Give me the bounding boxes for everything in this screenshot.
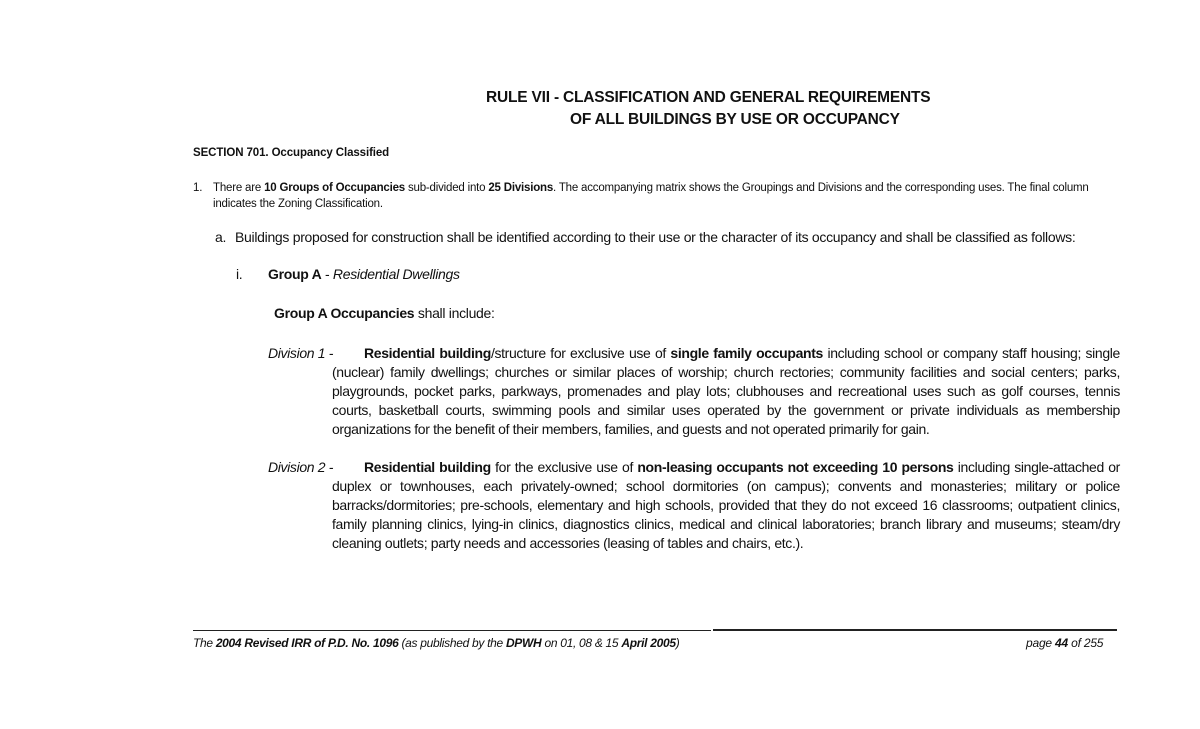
- group-description: Residential Dwellings: [332, 266, 460, 282]
- division-label: Division 1 -: [268, 345, 334, 361]
- division-text: Residential building for the exclusive use of non-leasing occupants not exceeding 10 persons including single-attached or duplex or townhouses, each privately-owned; school dormitories (on campus); convents and monasteries; military or police barracks/dormitories; pre-schools, elementary and high schools, provided that they do not exceed 16 classrooms; outpatient clinics, family planning clinics, lying-in clinics, diagnostics clinics, medical and clinical laboratories; branch library and museums; steam/dry cleaning outlets; party needs and accessories (leasing of tables and chairs, etc.).: [332, 459, 1120, 551]
- division-label: Division 2 -: [268, 459, 334, 475]
- sub-item-marker: i.: [236, 266, 243, 282]
- sub-item-i: i. Group A - Residential Dwellings: [236, 266, 460, 282]
- title-line-1: RULE VII - CLASSIFICATION AND GENERAL REQUIREMENTS: [486, 89, 931, 106]
- group-name: Group A: [268, 266, 322, 282]
- page-title: [420, 87, 1020, 131]
- footer-citation: The 2004 Revised IRR of P.D. No. 1096 (as published by the DPWH on 01, 08 & 15 April 2005): [193, 636, 680, 650]
- division-2: [268, 458, 1120, 553]
- division-text: Residential building/structure for exclusive use of single family occupants including school or company staff housing; single (nuclear) family dwellings; churches or similar places of worship; church rectories; community facilities and social centers; parks, playgrounds, pocket parks, parkways, promenades and play lots; clubhouses and recreational uses such as golf courses, tennis courts, basketball courts, swimming pools and similar uses operated by the government or private individuals as membership organizations for the benefit of their members, families, and guests and not operated primarily for gain.: [332, 345, 1120, 437]
- division-1: [268, 344, 1120, 439]
- sub-item-text: Buildings proposed for construction shall be identified according to their use or the character of its occupancy and shall be classified as follows:: [235, 229, 1076, 245]
- list-item-number: 1.: [193, 182, 203, 194]
- footer-divider: [193, 630, 711, 631]
- list-item-1: [193, 180, 1123, 212]
- list-item-text: There are 10 Groups of Occupancies sub-divided into 25 Divisions. The accompanying matrix shows the Groupings and Divisions and the corresponding uses. The final column indicates the Zoning Classification.: [213, 182, 1089, 210]
- footer-divider: [713, 629, 1117, 631]
- sub-item-a: [215, 229, 1135, 245]
- group-include-line: Group A Occupancies shall include:: [274, 305, 495, 321]
- title-line-2: OF ALL BUILDINGS BY USE OR OCCUPANCY: [570, 111, 900, 128]
- section-heading: SECTION 701. Occupancy Classified: [193, 147, 390, 159]
- sub-item-marker: a.: [215, 229, 227, 245]
- page-number: page 44 of 255: [1026, 636, 1104, 650]
